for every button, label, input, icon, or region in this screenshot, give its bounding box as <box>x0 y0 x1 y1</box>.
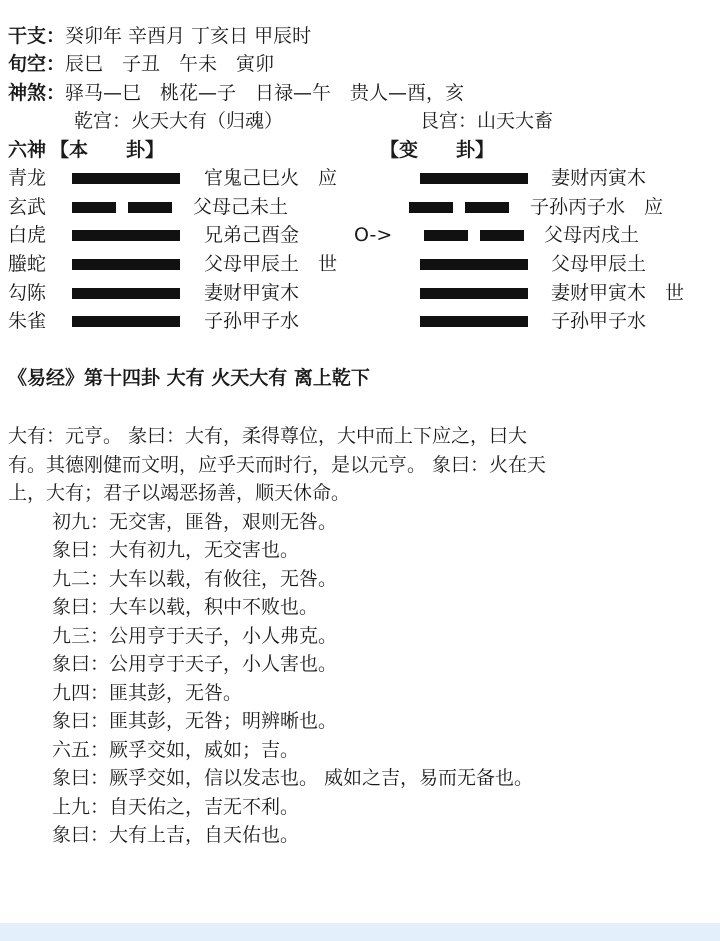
bian-gua-line <box>420 259 528 270</box>
six-spirit-label: 青龙 <box>8 167 47 189</box>
yin-line-segment <box>465 202 509 213</box>
bian-gua-text: 妻财甲寅木 世 <box>551 282 685 304</box>
hexagram-row <box>0 281 720 305</box>
bian-gua-line <box>420 173 528 184</box>
ben-gua-line <box>72 316 180 327</box>
yang-line-segment <box>420 173 528 184</box>
yao-line: 初九：无交害，匪咎，艰则无咎。 <box>52 510 338 533</box>
gong-right: 艮宫：山天大畜 <box>420 110 554 132</box>
ben-gua-line <box>72 230 180 241</box>
xunkong-line <box>8 52 274 76</box>
col-shen-header: 六神 <box>8 139 47 161</box>
yao-line: 九三：公用亨于天子，小人弗克。 <box>52 624 338 647</box>
shensha-value: 驿马—巳 桃花—子 日禄—午 贵人—酉，亥 <box>65 82 465 104</box>
bian-gua-text: 父母甲辰土 <box>551 253 647 275</box>
bian-gua-line <box>424 230 524 241</box>
yao-line: 象曰：厥孚交如，信以发志也。 威如之吉，易而无备也。 <box>52 767 534 789</box>
yao-line: 象曰：大车以载，积中不败也。 <box>52 596 319 618</box>
yao-line: 象曰：大有上吉，自天佑也。 <box>52 824 300 846</box>
yang-line-segment <box>72 230 180 241</box>
gong-left: 乾宫：火天大有（归魂） <box>74 110 284 132</box>
ben-gua-text: 父母己未土 <box>193 196 289 218</box>
judgment-line: 有。其德刚健而文明，应乎天而时行，是以元亨。 象曰：火在天 <box>8 453 547 476</box>
bian-gua-text: 子孙甲子水 <box>551 310 647 332</box>
footer-bar <box>0 923 720 941</box>
judgment-line: 大有：元亨。 彖曰：大有，柔得尊位，大中而上下应之，曰大 <box>8 425 528 447</box>
yao-line: 上九：自天佑之，吉无不利。 <box>52 795 300 818</box>
bian-gua-text: 子孙丙子水 应 <box>530 196 664 218</box>
ben-gua-line <box>72 173 180 184</box>
bian-gua-line <box>420 316 528 327</box>
moving-line-marker: O-> <box>354 224 393 246</box>
col-bian-header: 【变 卦】 <box>380 139 495 161</box>
shensha-label: 神煞： <box>8 82 66 104</box>
shensha-line <box>8 81 464 105</box>
six-spirit-label: 螣蛇 <box>8 253 47 275</box>
yin-line-segment <box>128 202 172 213</box>
bian-gua-text: 妻财丙寅木 <box>551 167 647 189</box>
six-spirit-label: 玄武 <box>8 196 47 218</box>
xunkong-value: 辰巳 子丑 午未 寅卯 <box>65 53 275 75</box>
xunkong-label: 旬空： <box>8 53 66 75</box>
yang-line-segment <box>72 316 180 327</box>
ganzhi-line <box>8 24 311 48</box>
yang-line-segment <box>72 288 180 299</box>
six-spirit-label: 朱雀 <box>8 310 47 332</box>
yao-line: 象曰：公用亨于天子，小人害也。 <box>52 653 338 675</box>
ben-gua-line <box>72 288 180 299</box>
judgment-line: 上，大有；君子以竭恶扬善，顺天休命。 <box>8 482 351 504</box>
yao-line: 象曰：大有初九，无交害也。 <box>52 539 300 561</box>
yao-line: 象曰：匪其彭，无咎；明辨晰也。 <box>52 710 338 732</box>
yin-line-segment <box>409 202 453 213</box>
ganzhi-value: 癸卯年 辛酉月 丁亥日 甲辰时 <box>65 25 312 47</box>
hexagram-row <box>0 309 720 333</box>
bian-gua-line <box>409 202 509 213</box>
six-spirit-label: 白虎 <box>8 224 47 246</box>
hexagram-row <box>0 252 720 276</box>
ganzhi-label: 干支： <box>8 25 66 47</box>
ben-gua-text: 官鬼己巳火 应 <box>204 167 338 189</box>
bian-gua-text: 父母丙戌土 <box>544 224 640 246</box>
hexagram-row <box>0 223 720 247</box>
yang-line-segment <box>420 259 528 270</box>
ben-gua-text: 兄弟己酉金 <box>204 224 300 246</box>
hexagram-row <box>0 195 720 219</box>
col-ben-header: 【本 卦】 <box>50 139 165 161</box>
yang-line-segment <box>72 259 180 270</box>
ben-gua-text: 父母甲辰土 世 <box>204 253 338 275</box>
ben-gua-line <box>72 259 180 270</box>
yin-line-segment <box>424 230 468 241</box>
hexagram-row <box>0 166 720 190</box>
yang-line-segment <box>420 316 528 327</box>
yang-line-segment <box>72 173 180 184</box>
yao-line: 六五：厥孚交如，威如；吉。 <box>52 738 300 761</box>
ben-gua-line <box>72 202 172 213</box>
yin-line-segment <box>480 230 524 241</box>
bian-gua-line <box>420 288 528 299</box>
ben-gua-text: 子孙甲子水 <box>204 310 300 332</box>
yao-line: 九二：大车以载，有攸往，无咎。 <box>52 567 338 590</box>
six-spirit-label: 勾陈 <box>8 282 47 304</box>
yang-line-segment <box>420 288 528 299</box>
yao-line: 九四：匪其彭，无咎。 <box>52 681 243 704</box>
ben-gua-text: 妻财甲寅木 <box>204 282 300 304</box>
hexagram-title: 《易经》第十四卦 大有 火天大有 离上乾下 <box>8 367 370 389</box>
judgment-text <box>8 422 546 850</box>
yin-line-segment <box>72 202 116 213</box>
